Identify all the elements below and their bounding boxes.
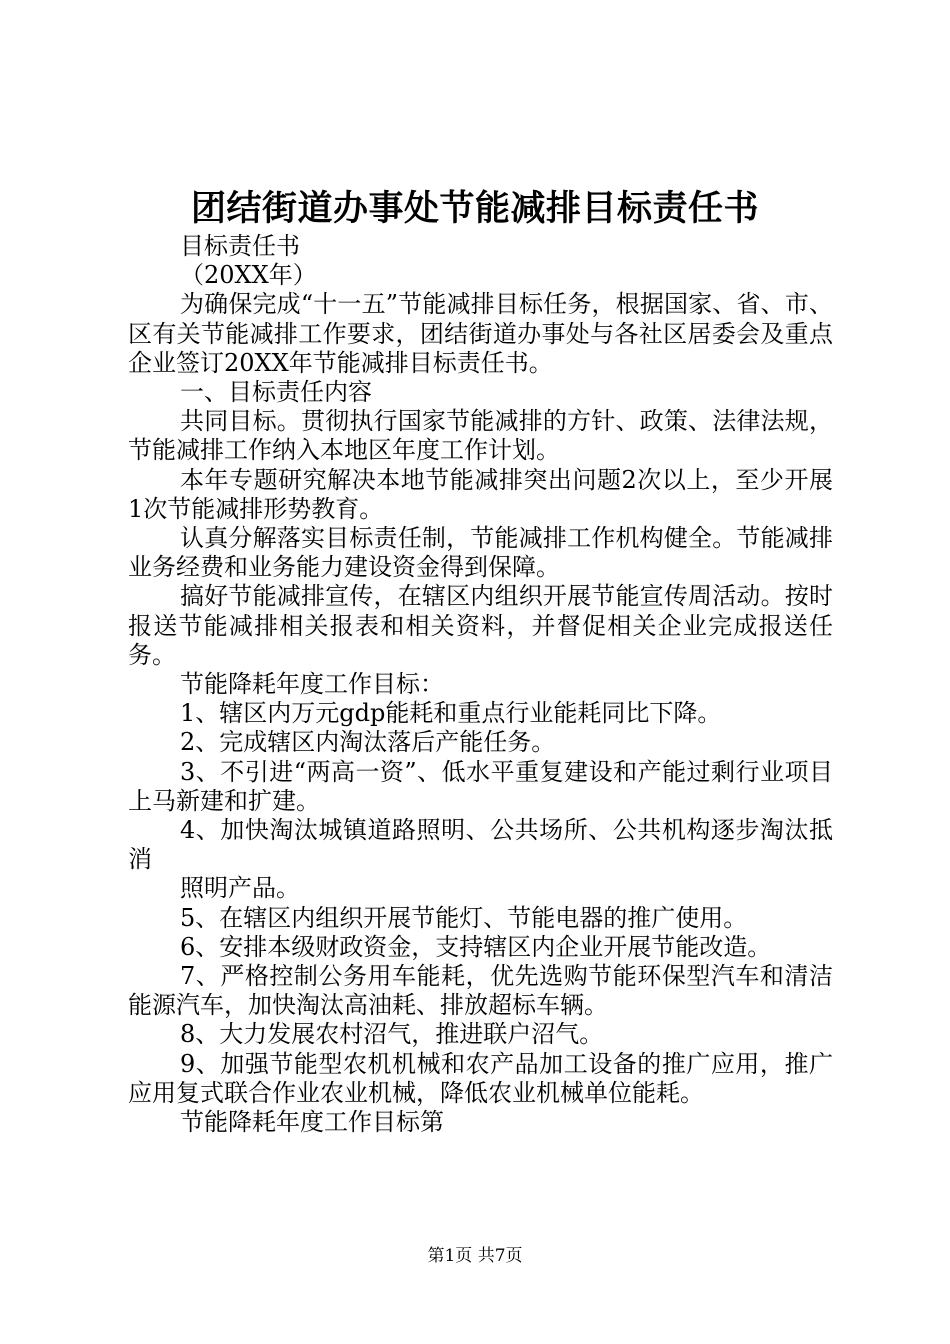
paragraph: 2、完成辖区内淘汰落后产能任务。 [180,728,556,757]
paragraph: 为确保完成“十一五”节能减排目标任务，根据国家、省、市、区有关节能减排工作要求，团结街道办事处与各社区居委会及重点企业签订20XX年节能减排目标责任书。 [128,290,833,377]
paragraph: 一、目标责任内容 [180,378,372,407]
paragraph: 9、加强节能型农机机械和农产品加工设备的推广应用，推广应用复式联合作业农业机械，降低农业机械单位能耗。 [128,1049,833,1107]
paragraph: 认真分解落实目标责任制，节能减排工作机构健全。节能减排业务经费和业务能力建设资金得到保障。 [128,524,833,582]
document-body [128,232,833,1137]
paragraph: 6、安排本级财政资金，支持辖区内企业开展节能改造。 [180,932,772,961]
paragraph: 节能降耗年度工作目标第 [180,1108,444,1137]
paragraph: 1、辖区内万元gdp能耗和重点行业能耗同比下降。 [180,699,722,728]
paragraph: 共同目标。贯彻执行国家节能减排的方针、政策、法律法规，节能减排工作纳入本地区年度工作计划。 [128,407,833,465]
paragraph: 本年专题研究解决本地节能减排突出问题2次以上，至少开展1次节能减排形势教育。 [128,465,833,523]
paragraph: 照明产品。 [180,874,300,903]
paragraph: 3、不引进“两高一资”、低水平重复建设和产能过剩行业项目上马新建和扩建。 [128,757,833,815]
paragraph: （20XX年） [180,261,317,290]
paragraph: 节能降耗年度工作目标： [180,670,444,699]
paragraph: 目标责任书 [180,232,300,260]
document-title: 团结街道办事处节能减排目标责任书 [190,188,759,229]
paragraph: 5、在辖区内组织开展节能灯、节能电器的推广使用。 [180,903,748,932]
paragraph: 8、大力发展农村沼气，推进联户沼气。 [180,1020,604,1049]
paragraph: 4、加快淘汰城镇道路照明、公共场所、公共机构逐步淘汰抵消 [128,816,833,874]
paragraph: 7、严格控制公务用车能耗，优先选购节能环保型汽车和清洁能源汽车，加快淘汰高油耗、排放超标车辆。 [128,962,833,1020]
paragraph: 搞好节能减排宣传，在辖区内组织开展节能宣传周活动。按时报送节能减排相关报表和相关资料，并督促相关企业完成报送任务。 [128,582,833,669]
page-number-footer: 第1页 共7页 [427,1246,523,1266]
